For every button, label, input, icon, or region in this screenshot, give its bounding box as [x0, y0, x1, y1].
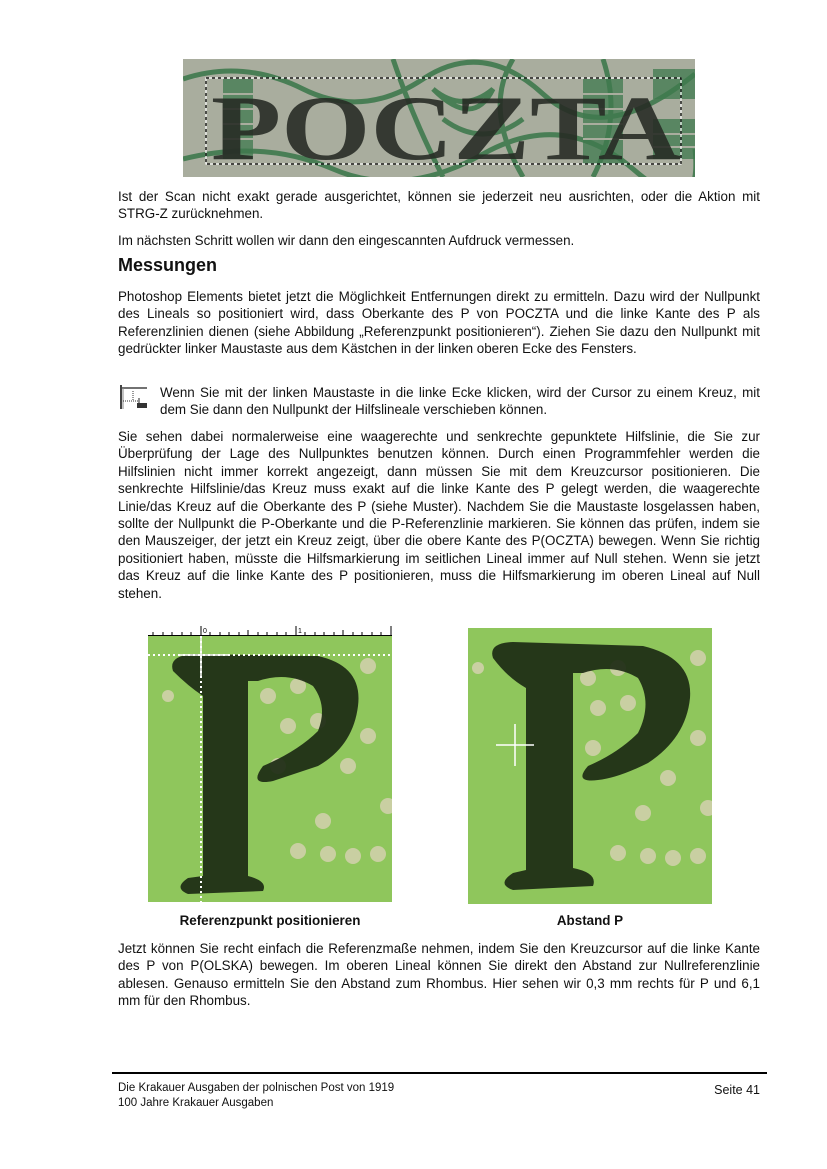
footer-line-1: Die Krakauer Ausgaben der polnischen Post von 1919 — [118, 1082, 395, 1094]
caption-reference-point: Referenzpunkt positionieren — [179, 913, 361, 928]
page-number: Seite 41 — [714, 1083, 760, 1097]
paragraph-scan-alignment: Ist der Scan nicht exakt gerade ausgerichtet, können sie jederzeit neu ausrichten, oder die Aktion mit STRG-Z zurücknehmen. — [118, 189, 760, 222]
section-heading: Messungen — [118, 255, 218, 275]
overprint-lettering: POCZTA — [211, 77, 681, 177]
footer-divider — [112, 1072, 767, 1074]
tip-text: Wenn Sie mit der linken Maustaste in die linke Ecke klicken, wird der Cursor zu einem Kreuz, mit dem Sie dann den Nullpunkt der Hilfslineale verschieben können. — [160, 385, 760, 418]
paragraph-reference-measurements: Jetzt können Sie recht einfach die Referenzmaße nehmen, indem Sie den Kreuzcursor auf die linke Kante des P von P(OLSKA) bewegen. Im oberen Lineal können Sie direkt den Abstand zur Nullreferenzlinie ablesen. Genauso ermitteln Sie den Abstand zum Rhombus. Hier sehen wir 0,3 mm rechts für P und 6,1 mm für den Rhombus. — [118, 941, 760, 1009]
paragraph-next-step: Im nächsten Schritt wollen wir dann den eingescannten Aufdruck vermessen. — [118, 233, 575, 248]
ruler-label-0: 0 — [203, 628, 207, 635]
figure-distance-p — [468, 628, 712, 904]
poczta-overprint-image — [183, 59, 695, 177]
footer-title — [118, 1081, 394, 1110]
caption-distance-p: Abstand P — [556, 913, 624, 928]
figure-reference-point — [148, 626, 392, 902]
paragraph-guide-lines: Sie sehen dabei normalerweise eine waagerechte und senkrechte gepunktete Hilfslinie, die Sie zur Überprüfung der Lage des Nullpunktes benutzen können. Durch einen Programmfehler werden die Hilfslinien nicht immer korrekt angezeigt, dann müssen Sie mit dem Kreuzcursor positionieren. Die senkrechte Hilfslinie/das Kreuz muss exakt auf die linke Kante des P gelegt werden, die waagerechte Linie/das Kreuz auf die Oberkante des P (siehe Muster). Nachdem Sie die Maustaste losgelassen haben, sollte der Nullpunkt die P-Oberkante und die P-Referenzlinie markieren. Sie können das prüfen, indem sie den Mauszeiger, der jetzt ein Kreuz zeigt, über die obere Kante des P(OCZTA) bewegen. Wenn Sie richtig positioniert haben, müsste die Hilfsmarkierung im seitlichen Lineal immer auf Null stehen. Wenn sie jetzt das Kreuz auf die linke Kante des P positionieren, muss die Hilfsmarkierung im oberen Lineal auf Null stehen. — [118, 429, 760, 601]
paragraph-photoshop-measure: Photoshop Elements bietet jetzt die Möglichkeit Entfernungen direkt zu ermitteln. Dazu wird der Nullpunkt des Lineals so positioniert wird, dass Oberkante des P von POCZTA und die linke Kante des P als Referenzlinien dienen (siehe Abbildung „Referenzpunkt positionieren“). Ziehen Sie dazu den Nullpunkt mit gedrückter linker Maustaste aus dem Kästchen in der linken oberen Ecke des Fensters. — [118, 289, 760, 357]
footer-line-2: 100 Jahre Krakauer Ausgaben — [118, 1096, 274, 1109]
ruler-origin-icon — [117, 383, 149, 411]
ruler-label-1: 1 — [298, 628, 302, 635]
